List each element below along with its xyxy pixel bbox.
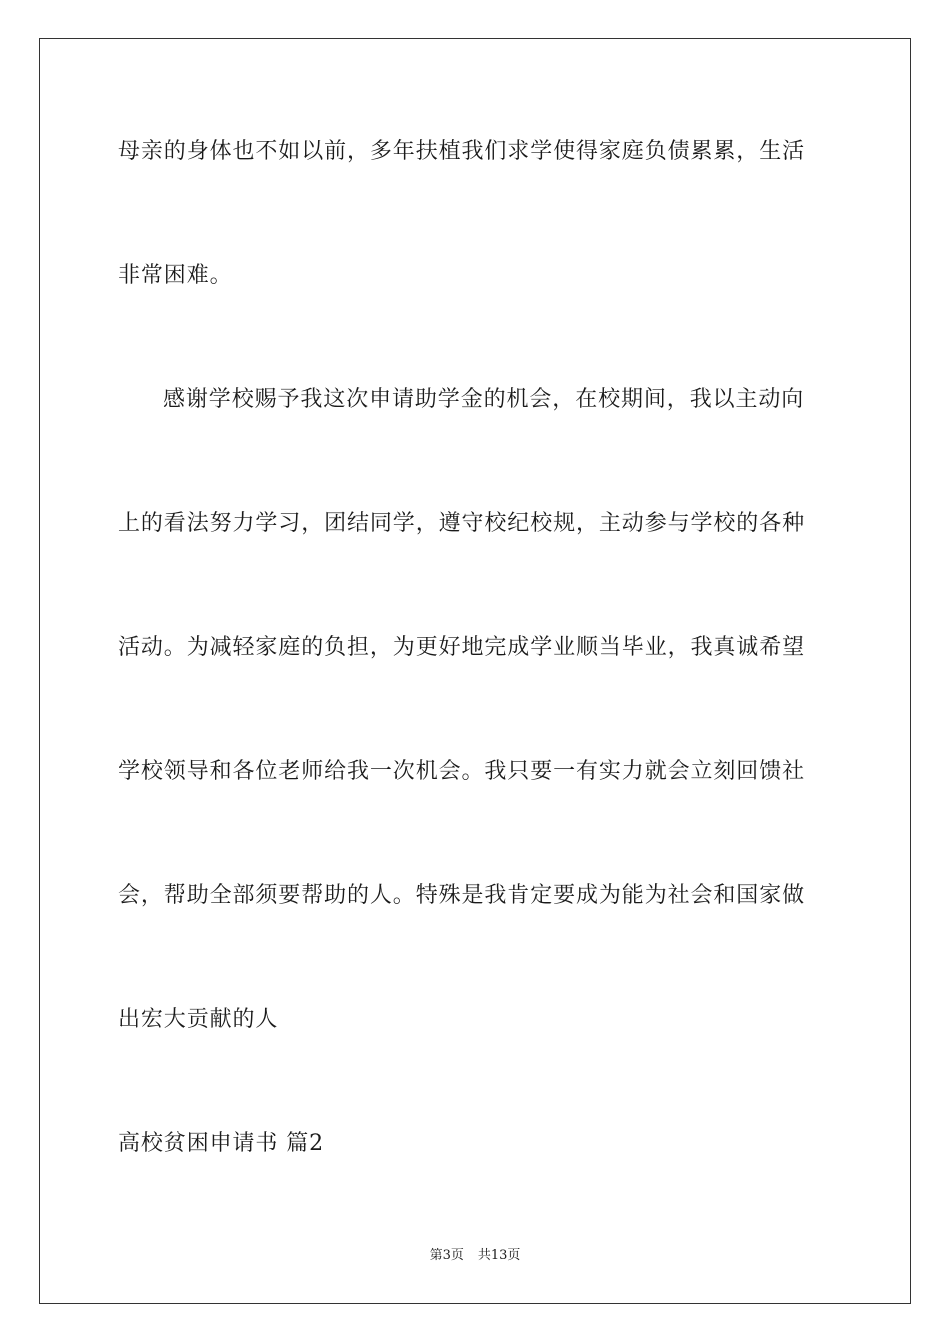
body-text-line-4: 上的看法努力学习，团结同学，遵守校纪校规，主动参与学校的各种 xyxy=(118,511,806,536)
body-text-line-2: 非常困难。 xyxy=(118,263,233,288)
page-number-current: 第3页 xyxy=(429,1248,464,1263)
page-border xyxy=(39,38,911,1304)
body-text-line-6: 学校领导和各位老师给我一次机会。我只要一有实力就会立刻回馈社 xyxy=(118,759,806,784)
body-text-line-3: 感谢学校赐予我这次申请助学金的机会，在校期间，我以主动向 xyxy=(163,387,805,412)
body-text-line-7: 会，帮助全部须要帮助的人。特殊是我肯定要成为能为社会和国家做 xyxy=(118,883,806,908)
body-text-line-8: 出宏大贡献的人 xyxy=(118,1007,279,1032)
page-footer xyxy=(0,1247,950,1265)
body-text-line-5: 活动。为减轻家庭的负担，为更好地完成学业顺当毕业，我真诚希望 xyxy=(118,635,806,660)
section-heading: 高校贫困申请书 篇2 xyxy=(118,1131,324,1156)
page-number-total: 共13页 xyxy=(477,1248,521,1263)
body-text-line-1: 母亲的身体也不如以前，多年扶植我们求学使得家庭负债累累，生活 xyxy=(118,139,806,164)
